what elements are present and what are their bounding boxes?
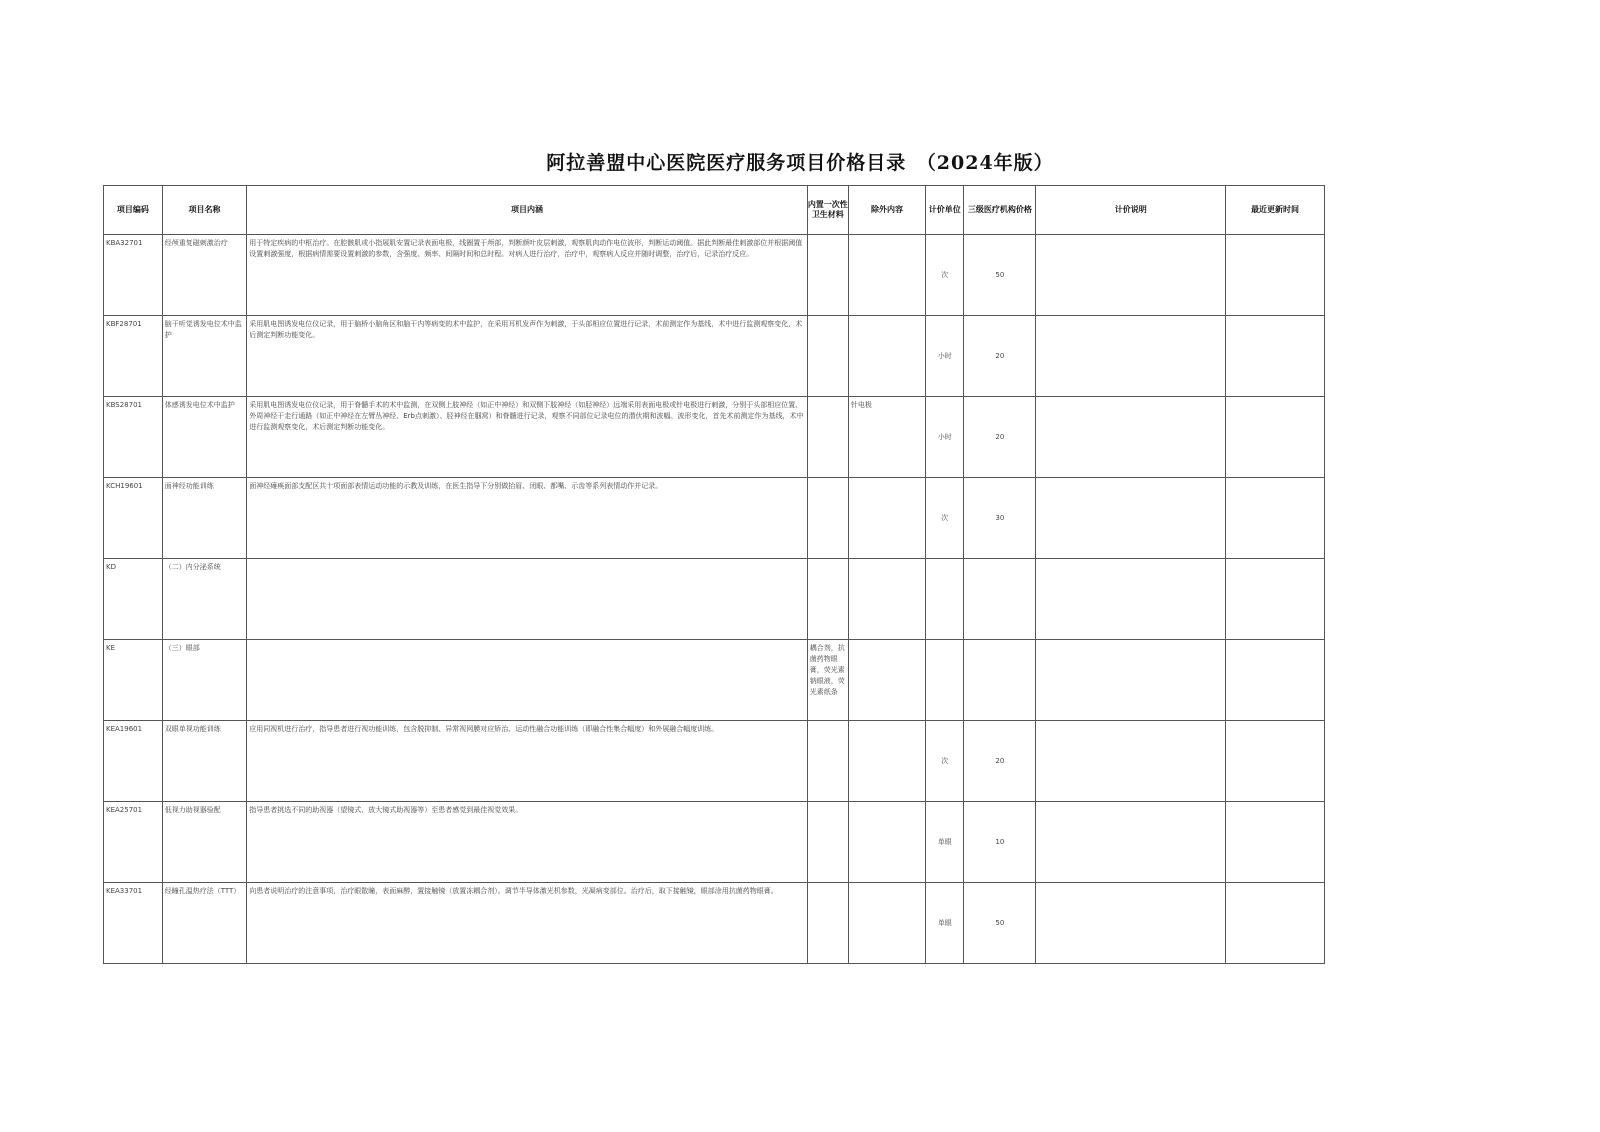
cell-material <box>807 721 848 802</box>
cell-note <box>1036 883 1226 964</box>
cell-name: 体感诱发电位术中监护 <box>162 397 246 478</box>
cell-material <box>807 559 848 640</box>
cell-name: 脑干听觉诱发电位术中监护 <box>162 316 246 397</box>
cell-name: 经瞳孔温热疗法（TTT） <box>162 883 246 964</box>
cell-content: 应用同视机进行治疗，指导患者进行视功能训练，包含脱抑制、异常视网膜对应矫治、运动性融合功能训练（即融合性集合幅度）和外展融合幅度训练。 <box>247 721 808 802</box>
header-exclusion: 除外内容 <box>848 186 925 235</box>
cell-unit: 次 <box>926 478 964 559</box>
table-row <box>104 883 1325 964</box>
price-table <box>103 185 1325 964</box>
cell-material <box>807 235 848 316</box>
cell-material: 耦合剂，抗菌药物眼膏，荧光素钠眼液，荧光素纸条 <box>807 640 848 721</box>
cell-note <box>1036 235 1226 316</box>
cell-unit: 次 <box>926 235 964 316</box>
table-row <box>104 478 1325 559</box>
cell-unit: 小时 <box>926 397 964 478</box>
table-row <box>104 235 1325 316</box>
header-name: 项目名称 <box>162 186 246 235</box>
cell-price <box>964 559 1036 640</box>
cell-material <box>807 316 848 397</box>
table-row <box>104 316 1325 397</box>
header-note: 计价说明 <box>1036 186 1226 235</box>
cell-exclusion <box>848 802 925 883</box>
cell-updated <box>1226 235 1325 316</box>
cell-content: 用于特定疾病的中枢治疗。在腔骸肌或小指展肌安置记录表面电极，线圈置于颅部，判断颜叶皮层刺激，观察肌肉动作电位波形，判断运动阈值。据此判断最佳刺激部位并根据阈值设置刺激强度，根据病情需要设置刺激的参数，含强度、频率、间隔时间和总时程。对病人进行治疗，治疗中，观察病人反应并随时调整，治疗后，记录治疗反应。 <box>247 235 808 316</box>
cell-updated <box>1226 721 1325 802</box>
cell-code: KCH19601 <box>104 478 163 559</box>
cell-material <box>807 802 848 883</box>
cell-content: 指导患者挑选不同的助视器（望镜式、放大镜式助视器等）至患者感觉到最佳视觉效果。 <box>247 802 808 883</box>
cell-code: KEA25701 <box>104 802 163 883</box>
cell-price: 30 <box>964 478 1036 559</box>
cell-exclusion <box>848 883 925 964</box>
cell-code: KD <box>104 559 163 640</box>
cell-code: KBF28701 <box>104 316 163 397</box>
cell-exclusion <box>848 559 925 640</box>
cell-note <box>1036 640 1226 721</box>
cell-code: KEA33701 <box>104 883 163 964</box>
table-row <box>104 802 1325 883</box>
cell-note <box>1036 721 1226 802</box>
table-row <box>104 640 1325 721</box>
cell-updated <box>1226 559 1325 640</box>
cell-name: 双眼单视功能训练 <box>162 721 246 802</box>
cell-content: 向患者说明治疗的注意事项，治疗眼散瞳，表面麻醉，置接触镜（放置冻耦合剂）。调节半导体激光机参数，光凝病变部位。治疗后，取下接触镜，眼部涂用抗菌药物眼膏。 <box>247 883 808 964</box>
cell-exclusion <box>848 478 925 559</box>
cell-unit: 单眼 <box>926 802 964 883</box>
header-updated: 最近更新时间 <box>1226 186 1325 235</box>
cell-exclusion <box>848 316 925 397</box>
cell-material <box>807 397 848 478</box>
cell-content: 面神经瘫痪面部支配区共十项面部表情运动功能的示教及训练，在医生指导下分别做抬眉、闭眼、都嘴、示齿等系列表情动作并记录。 <box>247 478 808 559</box>
cell-content: 采用肌电图诱发电位仪记录，用于脊髓手术的术中监测，在双侧上肢神经（如正中神经）和双侧下肢神经（如胫神经）远端采用表面电极或针电极进行刺激，分别于头部相应位置、外周神经干走行通路（如正中神经在左臂丛神经、Erb点刺激）、胫神经在腘窝）和脊髓进行记录，观察不同部位记录电位的潜伏期和波幅、波形变化，首先术前测定作为基线，术中进行监测观察变化，术后测定判断功能变化。 <box>247 397 808 478</box>
cell-updated <box>1226 883 1325 964</box>
cell-material <box>807 478 848 559</box>
cell-name: 经颅重复磁刺激治疗 <box>162 235 246 316</box>
cell-updated <box>1226 640 1325 721</box>
cell-note <box>1036 316 1226 397</box>
cell-content <box>247 640 808 721</box>
cell-unit <box>926 640 964 721</box>
table-row <box>104 397 1325 478</box>
cell-code: KE <box>104 640 163 721</box>
cell-material <box>807 883 848 964</box>
document-title: 阿拉善盟中心医院医疗服务项目价格目录 （2024年版） <box>546 152 1054 174</box>
cell-name: 面神经功能训练 <box>162 478 246 559</box>
header-unit: 计价单位 <box>926 186 964 235</box>
header-price: 三级医疗机构价格 <box>964 186 1036 235</box>
cell-code: KBS28701 <box>104 397 163 478</box>
cell-note <box>1036 397 1226 478</box>
cell-price: 50 <box>964 235 1036 316</box>
cell-unit: 小时 <box>926 316 964 397</box>
cell-unit <box>926 559 964 640</box>
header-code: 项目编码 <box>104 186 163 235</box>
cell-note <box>1036 478 1226 559</box>
cell-exclusion <box>848 640 925 721</box>
cell-note <box>1036 559 1226 640</box>
cell-content <box>247 559 808 640</box>
cell-updated <box>1226 316 1325 397</box>
cell-updated <box>1226 802 1325 883</box>
cell-unit: 单眼 <box>926 883 964 964</box>
cell-price: 50 <box>964 883 1036 964</box>
cell-code: KEA19601 <box>104 721 163 802</box>
cell-content: 采用肌电图诱发电位仪记录，用于脑桥小脑角区和脑干内等病变的术中监护，在采用耳机发声作为刺激，于头部相应位置进行记录，术前测定作为基线，术中进行监测观察变化，术后测定判断功能变化。 <box>247 316 808 397</box>
header-content: 项目内涵 <box>247 186 808 235</box>
table-header-row <box>104 186 1325 235</box>
table-row <box>104 559 1325 640</box>
cell-exclusion <box>848 235 925 316</box>
cell-price: 20 <box>964 397 1036 478</box>
cell-price: 10 <box>964 802 1036 883</box>
cell-code: KBA32701 <box>104 235 163 316</box>
cell-name: （二）内分泌系统 <box>162 559 246 640</box>
cell-updated <box>1226 397 1325 478</box>
cell-name: （三）眼部 <box>162 640 246 721</box>
cell-updated <box>1226 478 1325 559</box>
cell-price: 20 <box>964 316 1036 397</box>
header-material: 内置一次性卫生材料 <box>807 186 848 235</box>
cell-note <box>1036 802 1226 883</box>
table-row <box>104 721 1325 802</box>
cell-price: 20 <box>964 721 1036 802</box>
cell-exclusion: 针电极 <box>848 397 925 478</box>
cell-name: 低视力助视器验配 <box>162 802 246 883</box>
cell-exclusion <box>848 721 925 802</box>
cell-price <box>964 640 1036 721</box>
cell-unit: 次 <box>926 721 964 802</box>
